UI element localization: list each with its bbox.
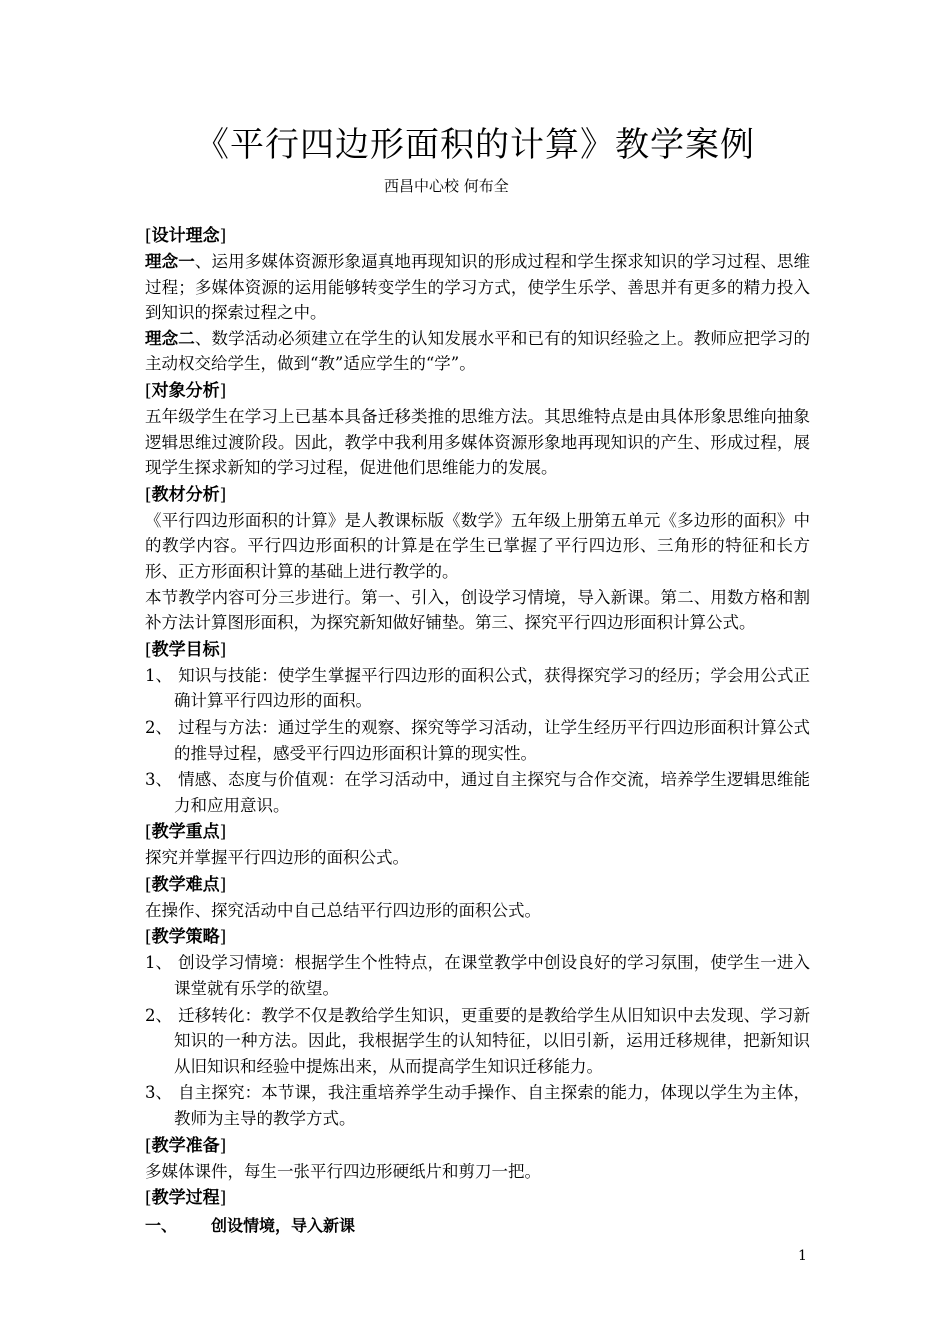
material-paragraph-2: 本节教学内容可分三步进行。第一、引入，创设学习情境，导入新课。第二、用数方格和割补方法计算图形面积，为探究新知做好铺垫。第三、探究平行四边形面积计算公式。 [145, 587, 810, 633]
strategy-item: 2、 迁移转化：教学不仅是教给学生知识，更重要的是教给学生从旧知识中去发现、学习新知识的一种方法。因此，我根据学生的认知特征，以旧引新，运用迁移规律，把新知识从旧知识和经验中提炼出来，从而提高学生知识迁移能力。 [145, 1005, 810, 1076]
document-title: 《平行四边形面积的计算》教学案例 [195, 125, 755, 165]
material-paragraph-1: 《平行四边形面积的计算》是人教课标版《数学》五年级上册第五单元《多边形的面积》中的教学内容。平行四边形面积的计算是在学生已掌握了平行四边形、三角形的特征和长方形、正方形面积计算的基础上进行教学的。 [145, 510, 810, 581]
concept-two-text: 、数学活动必须建立在学生的认知发展水平和已有的知识经验之上。教师应把学习的主动权交给学生，做到“教”适应学生的“学”。 [145, 328, 811, 374]
concept-one-lead: 理念一 [145, 252, 195, 271]
section-heading-material: [教材分析] [145, 484, 227, 505]
author-line: 西昌中心校 何布全 [384, 177, 509, 195]
section-heading-goals: [教学目标] [145, 639, 227, 660]
concept-one-text: 、运用多媒体资源形象逼真地再现知识的形成过程和学生探求知识的学习过程、思维过程；多媒体资源的运用能够转变学生的学习方式，使学生乐学、善思并有更多的精力投入到知识的探索过程之中。 [145, 252, 811, 323]
concept-two-paragraph [145, 326, 810, 377]
section-heading-strategy: [教学策略] [145, 927, 227, 948]
prep-paragraph: 多媒体课件，每生一张平行四边形硬纸片和剪刀一把。 [145, 1161, 541, 1181]
section-heading-prep: [教学准备] [145, 1135, 227, 1156]
goal-item: 2、 过程与方法：通过学生的观察、探究等学习活动，让学生经历平行四边形面积计算公式的推导过程，感受平行四边形面积计算的现实性。 [145, 717, 810, 763]
key-point-paragraph: 探究并掌握平行四边形的面积公式。 [145, 848, 409, 868]
goal-item: 1、 知识与技能：使学生掌握平行四边形的面积公式，获得探究学习的经历；学会用公式正确计算平行四边形的面积。 [145, 665, 810, 711]
page-number: 1 [798, 1248, 807, 1264]
process-step: 一、 创设情境，导入新课 [145, 1216, 356, 1236]
difficulty-paragraph: 在操作、探究活动中自己总结平行四边形的面积公式。 [145, 900, 541, 920]
section-heading-object: [对象分析] [145, 380, 227, 401]
concept-two-lead: 理念二 [145, 328, 195, 348]
strategy-item: 1、 创设学习情境：根据学生个性特点，在课堂教学中创设良好的学习氛围，使学生一进入课堂就有乐学的欲望。 [145, 953, 810, 999]
strategy-item: 3、 自主探究：本节课，我注重培养学生动手操作、自主探索的能力，体现以学生为主体，教师为主导的教学方式。 [145, 1083, 810, 1129]
section-heading-design: [设计理念] [145, 226, 227, 246]
object-analysis-paragraph: 五年级学生在学习上已基本具备迁移类推的思维方法。其思维特点是由具体形象思维向抽象逻辑思维过渡阶段。因此，教学中我利用多媒体资源形象地再现知识的产生、形成过程，展现学生探求新知的学习过程，促进他们思维能力的发展。 [145, 406, 810, 478]
goal-item: 3、 情感、态度与价值观：在学习活动中，通过自主探究与合作交流，培养学生逻辑思维能力和应用意识。 [145, 770, 810, 815]
document-body [145, 222, 810, 1239]
concept-one-paragraph [145, 249, 810, 326]
section-heading-difficulty: [教学难点] [145, 874, 227, 895]
section-heading-process: [教学过程] [145, 1188, 227, 1209]
section-heading-key: [教学重点] [145, 822, 227, 843]
